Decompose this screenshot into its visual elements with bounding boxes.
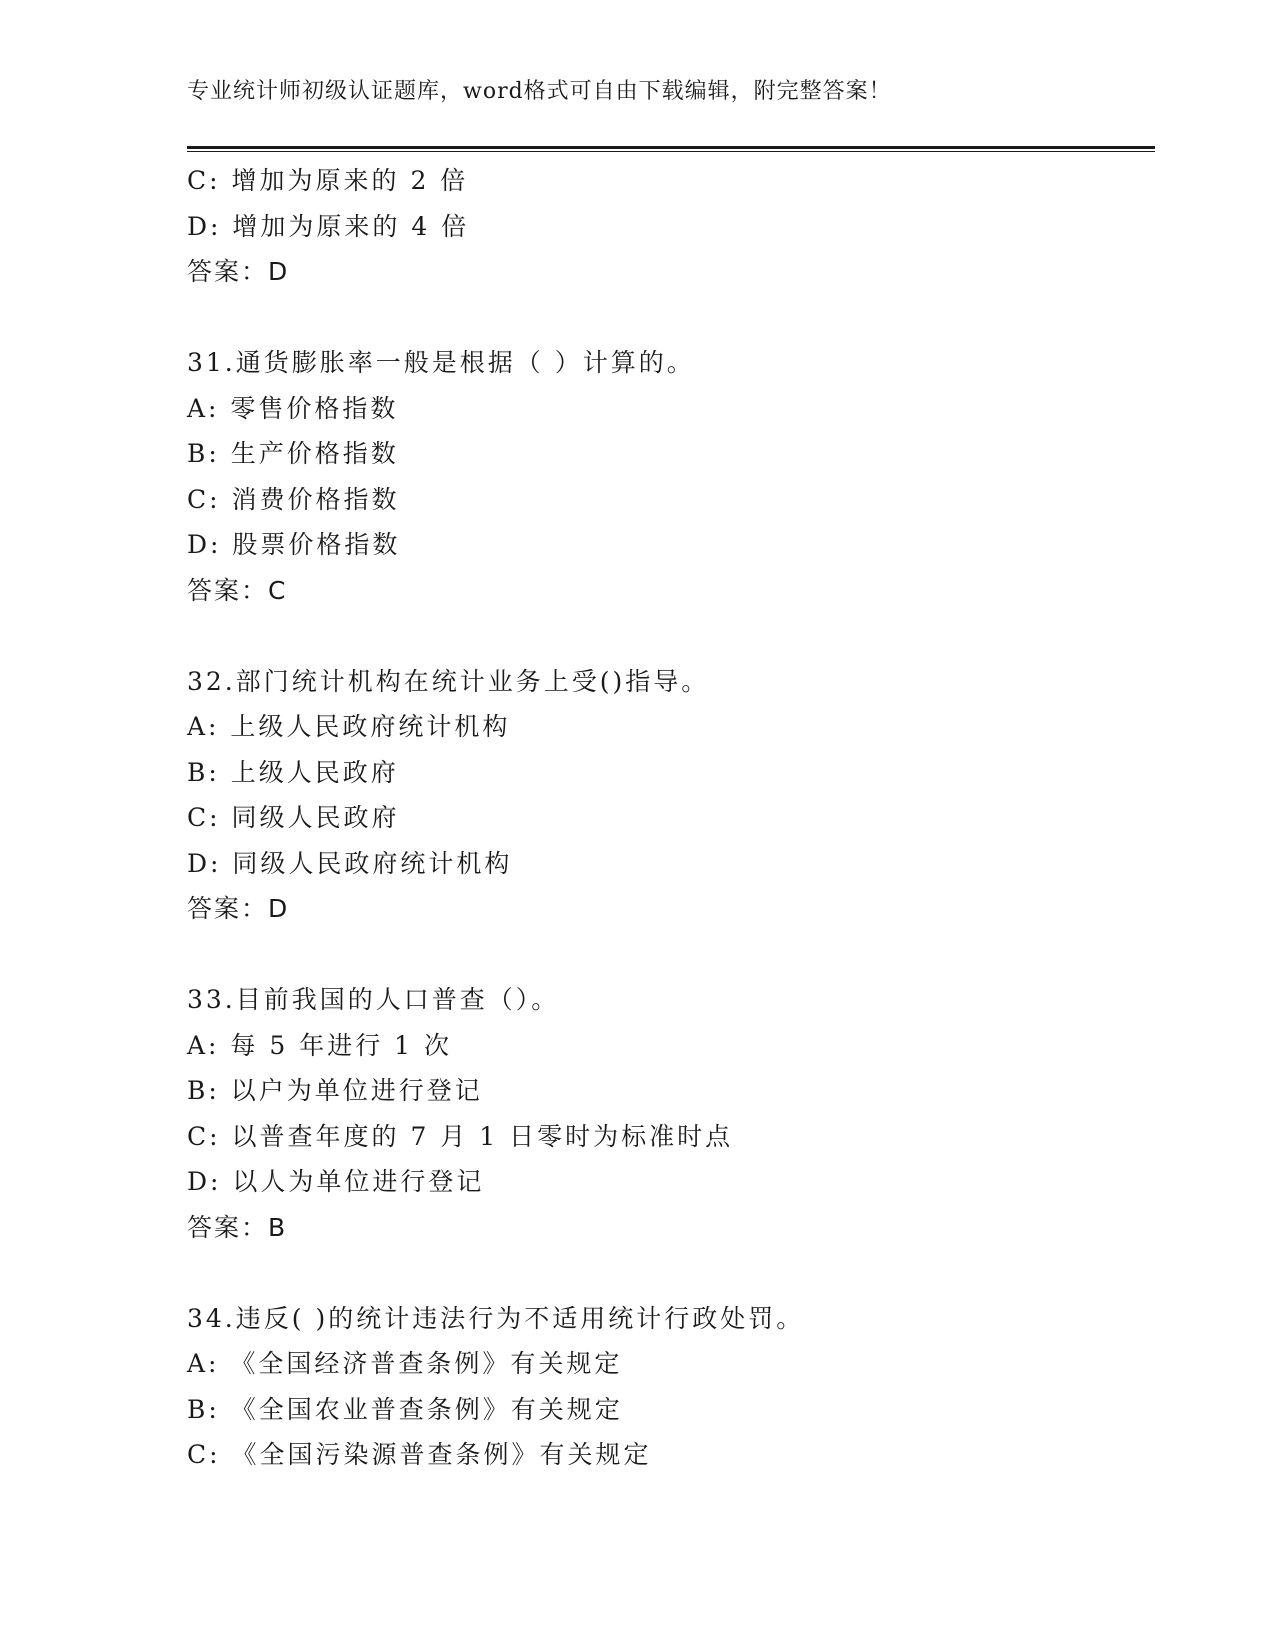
option-a: A: 每 5 年进行 1 次 — [187, 1030, 453, 1060]
option-a: A: 上级人民政府统计机构 — [187, 712, 511, 741]
header-rule-thin — [187, 151, 1155, 152]
option-c: C: 增加为原来的 2 倍 — [187, 166, 469, 195]
question-content — [187, 158, 1155, 1478]
option-b: B: 以户为单位进行登记 — [187, 1076, 483, 1105]
spacer — [187, 295, 1155, 341]
option-d: D: 股票价格指数 — [187, 530, 401, 559]
page-header: 专业统计师初级认证题库，word格式可自由下载编辑，附完整答案！ — [187, 79, 892, 104]
option-c: C: 以普查年度的 7 月 1 日零时为标准时点 — [187, 1121, 734, 1151]
option-b: B: 上级人民政府 — [187, 757, 399, 787]
question-stem: 32.部门统计机构在统计业务上受()指导。 — [187, 666, 710, 696]
option-c: C: 消费价格指数 — [187, 484, 400, 514]
answer: 答案：D — [187, 257, 290, 286]
option-d: D: 同级人民政府统计机构 — [187, 848, 513, 878]
question-stem: 33.目前我国的人口普查（）。 — [187, 985, 560, 1014]
option-a: A: 《全国经济普查条例》有关规定 — [187, 1349, 623, 1378]
option-b: B: 《全国农业普查条例》有关规定 — [187, 1394, 623, 1424]
spacer — [187, 1250, 1155, 1296]
option-d: D: 增加为原来的 4 倍 — [187, 211, 470, 241]
option-d: D: 以人为单位进行登记 — [187, 1167, 485, 1196]
option-b: B: 生产价格指数 — [187, 439, 399, 468]
question-31 — [187, 340, 1155, 613]
header-rule-thick — [187, 146, 1155, 149]
question-stem: 31.通货膨胀率一般是根据（ ）计算的。 — [187, 348, 695, 377]
question-stem: 34.违反( )的统计违法行为不适用统计行政处罚。 — [187, 1303, 805, 1333]
spacer — [187, 613, 1155, 659]
spacer — [187, 932, 1155, 978]
question-30-tail — [187, 158, 1155, 295]
option-a: A: 零售价格指数 — [187, 393, 399, 423]
option-c: C: 同级人民政府 — [187, 803, 400, 832]
question-32 — [187, 659, 1155, 932]
question-33 — [187, 977, 1155, 1250]
question-34 — [187, 1296, 1155, 1478]
answer: 答案：D — [187, 894, 290, 923]
answer: 答案：B — [187, 1212, 288, 1242]
option-c: C: 《全国污染源普查条例》有关规定 — [187, 1440, 652, 1469]
answer: 答案：C — [187, 575, 288, 605]
